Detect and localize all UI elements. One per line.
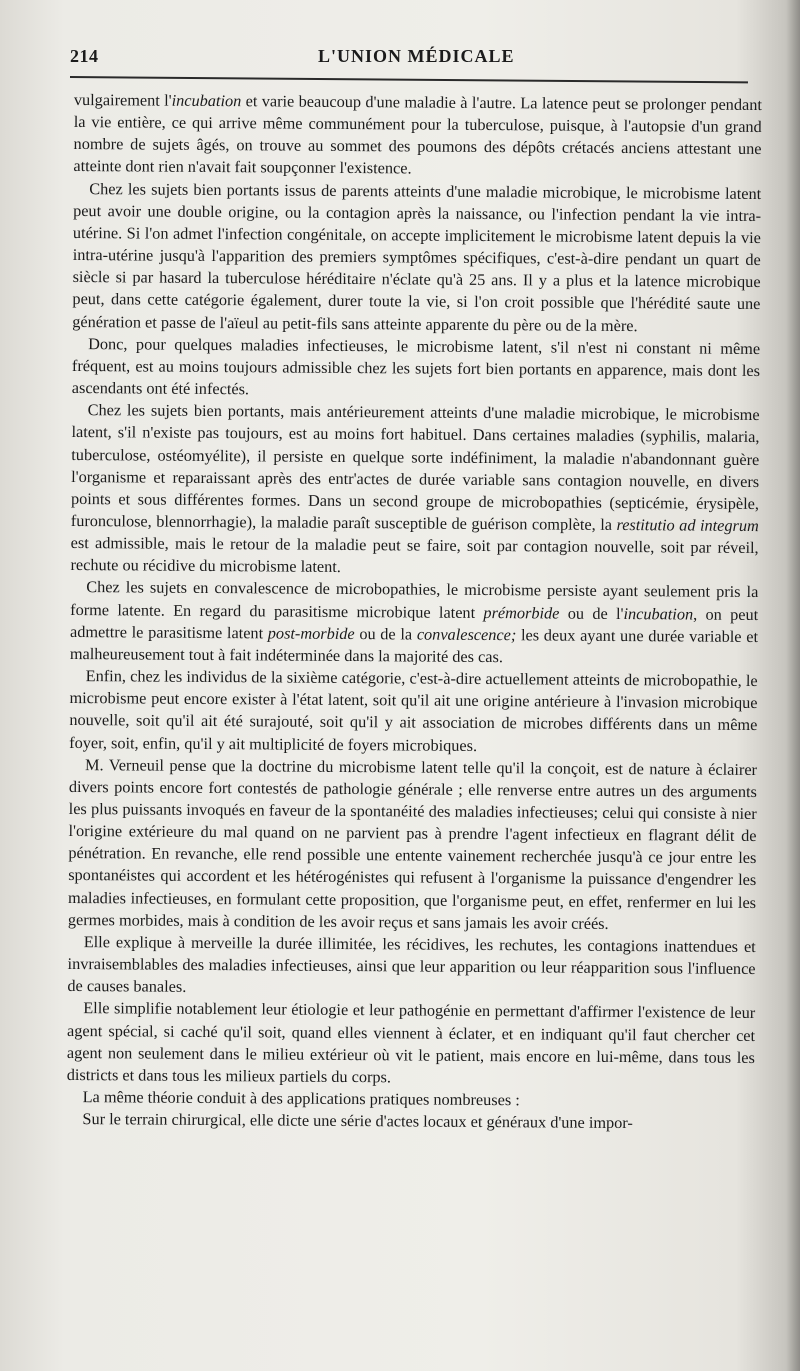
paragraph: Chez les sujets bien portants, mais antérieurement atteints d'une maladie microbique, le microbisme latent, s'il n'existe pas toujours, est au moins fort habituel. Dans certaines maladies (syphilis, malaria, tuberculose, ostéomyélite), il persiste en quelque sorte indéfiniment, la maladie n'abandonnant guère l'organisme et reparaissant après des entr'actes de durée variable sans contagion nouvelle, en divers points et sous différentes formes. Dans un second groupe de microbopathies (septicémie, érysipèle, furonculose, blennorrhagie), la maladie paraît susceptible de guérison complète, la restitutio ad integrum est admissible, mais le retour de la maladie peut se faire, soit par contagion nouvelle, soit par réveil, rechute ou récidive du microbisme latent. [70, 400, 760, 577]
paragraph: Chez les sujets en convalescence de microbopathies, le microbisme persiste ayant seulement pris la forme latente. En regard du parasitisme microbique latent prémorbide ou de l'incubation, on peut admettre le parasitisme latent post-morbide ou de la convalescence; les deux ayant une durée variable et malheureusement tout à fait indéterminée dans la majorité des cas. [69, 577, 759, 667]
paragraph: vulgairement l'incubation et varie beaucoup d'une maladie à l'autre. La latence peut se prolonger pendant la vie entière, ce qui arrive même communément pour la tuberculose, puisque, à l'autopsie d'un grand nombre de sujets âgés, on trouve au sommet des poumons des dépôts crétacés anciens attestant une atteinte dont rien n'avait fait soupçonner l'existence. [73, 89, 762, 178]
paragraph: Elle simplifie notablement leur étiologie et leur pathogénie en permettant d'affirmer l'existence de leur agent spécial, si caché qu'il soit, quand elles viennent à éclater, et en indiquant qu'il faut chercher cet agent non seulement dans le milieu extérieur où vit le patient, mais encore en lui-même, dans tous les districts et dans tous les milieux partiels du corps. [66, 998, 756, 1087]
italic-term: prémorbide [483, 602, 560, 623]
paragraph: Donc, pour quelques maladies infectieuses, le microbisme latent, s'il n'est ni constant ni même fréquent, est au moins toujours admissible chez les sujets fort bien portants en apparence, mais dont les ascendants ont été infectés. [71, 333, 761, 399]
paragraph: Enfin, chez les individus de la sixième catégorie, c'est-à-dire actuellement atteints de microbopathie, le microbisme peut encore exister à l'état latent, soit qu'il ait une origine antérieure à l'invasion microbique nouvelle, soit qu'il ait été surajouté, soit qu'il y ait association de microbes différents dans un même foyer, soit, enfin, qu'il y ait multiplicité de foyers microbiques. [69, 666, 758, 755]
page-number: 214 [70, 46, 99, 66]
paragraph: Elle explique à merveille la durée illimitée, les récidives, les rechutes, les contagions inattendues et invraisemblables des maladies infectieuses, ainsi que leur apparition ou leur réapparition sous l'influence de causes banales. [67, 932, 756, 997]
header-rule [70, 76, 748, 83]
paragraph: Sur le terrain chirurgical, elle dicte une série d'actes locaux et généraux d'une impor- [82, 1109, 633, 1133]
paragraph: M. Verneuil pense que la doctrine du microbisme latent telle qu'il la conçoit, est de nature à éclairer divers points encore fort contestés de pathologie générale ; elle renverse entre autres un des arguments les plus puissants invoqués en faveur de la spontanéité des maladies infectieuses; celui qui consiste à nier l'origine extérieure du mal quand on ne parvient pas à prendre l'agent infectieux en flagrant délit de pénétration. En revanche, elle rend possible une entente vainement recherchée jusqu'à ce jour entre les spontanéistes qui accordent et les hétérogénistes qui refusent à l'organisme la puissance d'engendrer les maladies infectieuses, en formulant cette proposition, que l'organisme peut, en effet, renfermer en lui les germes morbides, mais à condition de les avoir reçus et sans jamais les avoir créés. [67, 754, 758, 933]
running-title: L'UNION MÉDICALE [318, 46, 515, 66]
italic-term: post-morbide [267, 623, 355, 643]
italic-term: convalescence; [416, 624, 517, 645]
italic-term: incubation [171, 90, 242, 111]
italic-term: incubation [623, 603, 694, 624]
page-edge-shadow [786, 0, 800, 1371]
paragraph: La même théorie conduit à des applications pratiques nombreuses : [82, 1087, 520, 1110]
article-body [66, 89, 762, 1135]
paragraph: Chez les sujets bien portants issus de parents atteints d'une maladie microbique, le microbisme latent peut avoir une double origine, ou la contagion après la naissance, ou l'infection pendant la vie intra-utérine. Si l'on admet l'infection congénitale, on accepte implicitement le microbisme latent depuis la vie intra-utérine jusqu'à l'apparition des premiers symptômes spécifiques, c'est-à-dire pendant un quart de siècle si par hasard la tuberculose héréditaire n'éclate qu'à 25 ans. Il y a plus et la latence microbique peut, dans cette catégorie également, durer toute la vie, si l'on croit possible que l'hérédité saute une génération et passe de l'aïeul au petit-fils sans atteinte apparente du père ou de la mère. [72, 178, 762, 335]
italic-term: restitutio ad integrum [616, 514, 759, 536]
page-header [70, 44, 750, 74]
